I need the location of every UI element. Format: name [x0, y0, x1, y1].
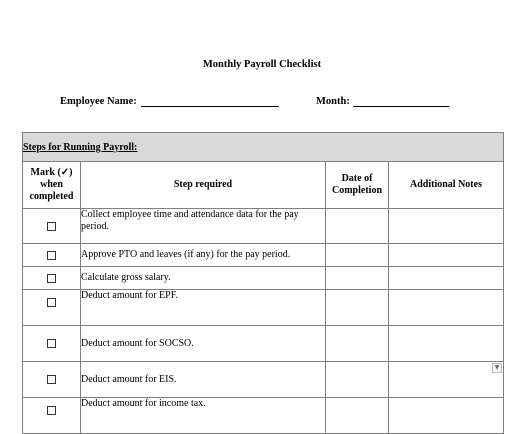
checkbox-icon[interactable]	[47, 298, 56, 307]
section-header: Steps for Running Payroll:	[23, 133, 504, 162]
date-cell[interactable]	[326, 398, 389, 434]
step-text: Deduct amount for SOCSO.	[81, 326, 326, 362]
date-cell[interactable]	[326, 326, 389, 362]
table-row	[23, 326, 504, 362]
notes-cell[interactable]	[389, 267, 504, 290]
table-row	[23, 290, 504, 326]
month-label: Month:	[316, 96, 350, 107]
employee-name-label: Employee Name:	[60, 96, 137, 107]
checkbox-icon[interactable]	[47, 375, 56, 384]
notes-cell[interactable]	[389, 209, 504, 244]
notes-cell[interactable]	[389, 362, 504, 398]
notes-cell[interactable]	[389, 290, 504, 326]
step-text: Calculate gross salary.	[81, 267, 326, 290]
month-field[interactable]	[353, 106, 449, 107]
column-header-step: Step required	[81, 162, 326, 209]
checkbox-icon[interactable]	[47, 222, 56, 231]
employee-name-field[interactable]	[141, 106, 279, 107]
section-header-row	[23, 133, 504, 162]
checkbox-icon[interactable]	[47, 251, 56, 260]
column-header-mark: Mark (✓) when completed	[23, 162, 81, 209]
payroll-checklist-table	[22, 132, 504, 434]
date-cell[interactable]	[326, 362, 389, 398]
column-header-notes: Additional Notes	[389, 162, 504, 209]
checkbox-icon[interactable]	[47, 406, 56, 415]
step-text: Collect employee time and attendance data for the pay period.	[81, 209, 326, 244]
step-text: Deduct amount for EIS.	[81, 362, 326, 398]
step-text: Approve PTO and leaves (if any) for the pay period.	[81, 244, 326, 267]
notes-cell[interactable]	[389, 326, 504, 362]
dropdown-arrow-icon[interactable]: ▼	[492, 363, 502, 373]
document-title: Monthly Payroll Checklist	[202, 59, 322, 70]
checkbox-icon[interactable]	[47, 339, 56, 348]
table-row	[23, 209, 504, 244]
step-text: Deduct amount for income tax.	[81, 398, 326, 434]
date-cell[interactable]	[326, 244, 389, 267]
date-cell[interactable]	[326, 267, 389, 290]
table-row	[23, 398, 504, 434]
table-row	[23, 362, 504, 398]
column-header-row	[23, 162, 504, 209]
table-row	[23, 244, 504, 267]
date-cell[interactable]	[326, 290, 389, 326]
column-header-date: Date of Completion	[326, 162, 389, 209]
checkbox-icon[interactable]	[47, 274, 56, 283]
notes-cell[interactable]	[389, 244, 504, 267]
date-cell[interactable]	[326, 209, 389, 244]
step-text: Deduct amount for EPF.	[81, 290, 326, 326]
notes-cell[interactable]	[389, 398, 504, 434]
table-row	[23, 267, 504, 290]
